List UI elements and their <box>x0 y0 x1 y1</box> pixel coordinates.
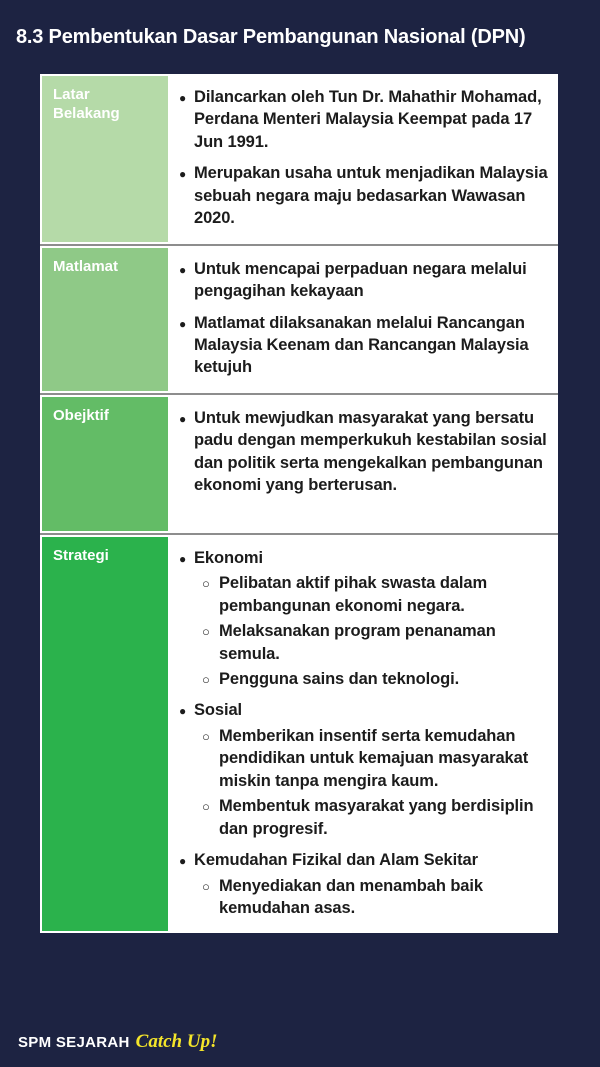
filled-bullet-icon: ● <box>179 411 187 426</box>
bullet-text: Matlamat dilaksanakan melalui Rancangan Malaysia Keenam dan Rancangan Malaysia ketujuh <box>194 313 529 377</box>
filled-bullet-icon: ● <box>179 551 187 566</box>
table-row <box>40 533 558 934</box>
row-label-cell <box>40 535 170 934</box>
sub-bullet-item <box>202 668 550 690</box>
bullet-item <box>179 699 550 721</box>
bullet-text: Dilancarkan oleh Tun Dr. Mahathir Mohamad, Perdana Menteri Malaysia Keempat pada 17 Jun 1991. <box>194 88 542 151</box>
filled-bullet-icon: ● <box>179 704 187 719</box>
bullet-text: Memberikan insentif serta kemudahan pendidikan untuk kemajuan masyarakat miskin tanpa mengira kaum. <box>219 726 529 790</box>
sub-bullet-item <box>202 620 550 665</box>
sub-bullet-item <box>202 725 550 792</box>
table-row <box>40 244 558 393</box>
page-title: 8.3 Pembentukan Dasar Pembangunan Nasional (DPN) <box>16 26 526 48</box>
filled-bullet-icon: ● <box>179 262 187 277</box>
table-row <box>40 393 558 533</box>
bullet-item <box>179 849 550 871</box>
open-bullet-icon: ○ <box>202 878 210 894</box>
row-content-cell <box>170 535 558 934</box>
bullet-item <box>179 547 550 569</box>
bullet-text: Ekonomi <box>194 548 263 567</box>
bullet-text: Pelibatan aktif pihak swasta dalam pembangunan ekonomi negara. <box>219 574 488 615</box>
bullet-item <box>179 312 550 379</box>
bullet-text: Kemudahan Fizikal dan Alam Sekitar <box>194 851 478 870</box>
bullet-item <box>179 407 550 497</box>
open-bullet-icon: ○ <box>202 799 210 815</box>
sub-bullet-item <box>202 875 550 920</box>
row-content-cell <box>170 395 558 533</box>
bullet-item <box>179 86 550 153</box>
bullet-text: Untuk mewjudkan masyarakat yang bersatu padu dengan memperkukuh kestabilan sosial dan politik serta mengekalkan pembangunan ekonomi yang berterusan. <box>194 408 547 495</box>
filled-bullet-icon: ● <box>179 316 187 331</box>
open-bullet-icon: ○ <box>202 728 210 744</box>
dpn-table <box>40 74 558 933</box>
row-label-cell <box>40 246 170 393</box>
bullet-item <box>179 162 550 229</box>
bullet-text: Sosial <box>194 701 243 720</box>
sub-bullet-item <box>202 795 550 840</box>
row-label-cell <box>40 395 170 533</box>
bullet-text: Melaksanakan program penanaman semula. <box>219 622 496 663</box>
open-bullet-icon: ○ <box>202 576 210 592</box>
row-content-cell <box>170 74 558 244</box>
filled-bullet-icon: ● <box>179 167 187 182</box>
brand-name: SPM SEJARAH <box>18 1034 130 1051</box>
bullet-text: Membentuk masyarakat yang berdisiplin dan progresif. <box>219 797 534 838</box>
row-label: Latar Belakang <box>53 86 120 122</box>
filled-bullet-icon: ● <box>179 91 187 105</box>
row-content-cell <box>170 246 558 393</box>
filled-bullet-icon: ● <box>179 854 187 869</box>
bullet-list <box>179 258 550 379</box>
row-label: Matlamat <box>53 257 119 275</box>
open-bullet-icon: ○ <box>202 672 210 687</box>
sub-bullet-item <box>202 572 550 617</box>
bullet-text: Untuk mencapai perpaduan negara melalui pengagihan kekayaan <box>194 259 527 301</box>
bullet-list <box>179 407 550 497</box>
row-label-cell <box>40 74 170 244</box>
bullet-list <box>179 547 550 920</box>
footer <box>18 1031 217 1053</box>
bullet-text: Pengguna sains dan teknologi. <box>219 670 460 688</box>
row-label: Strategi <box>53 546 109 564</box>
bullet-item <box>179 258 550 303</box>
brand-script-logo: Catch Up! <box>135 1031 218 1052</box>
table-row <box>40 74 558 244</box>
bullet-list <box>179 86 550 230</box>
bullet-text: Menyediakan dan menambah baik kemudahan asas. <box>219 876 483 917</box>
bullet-text: Merupakan usaha untuk menjadikan Malaysia sebuah negara maju bedasarkan Wawasan 2020. <box>194 164 548 228</box>
row-label: Obejktif <box>53 406 109 424</box>
open-bullet-icon: ○ <box>202 624 210 640</box>
